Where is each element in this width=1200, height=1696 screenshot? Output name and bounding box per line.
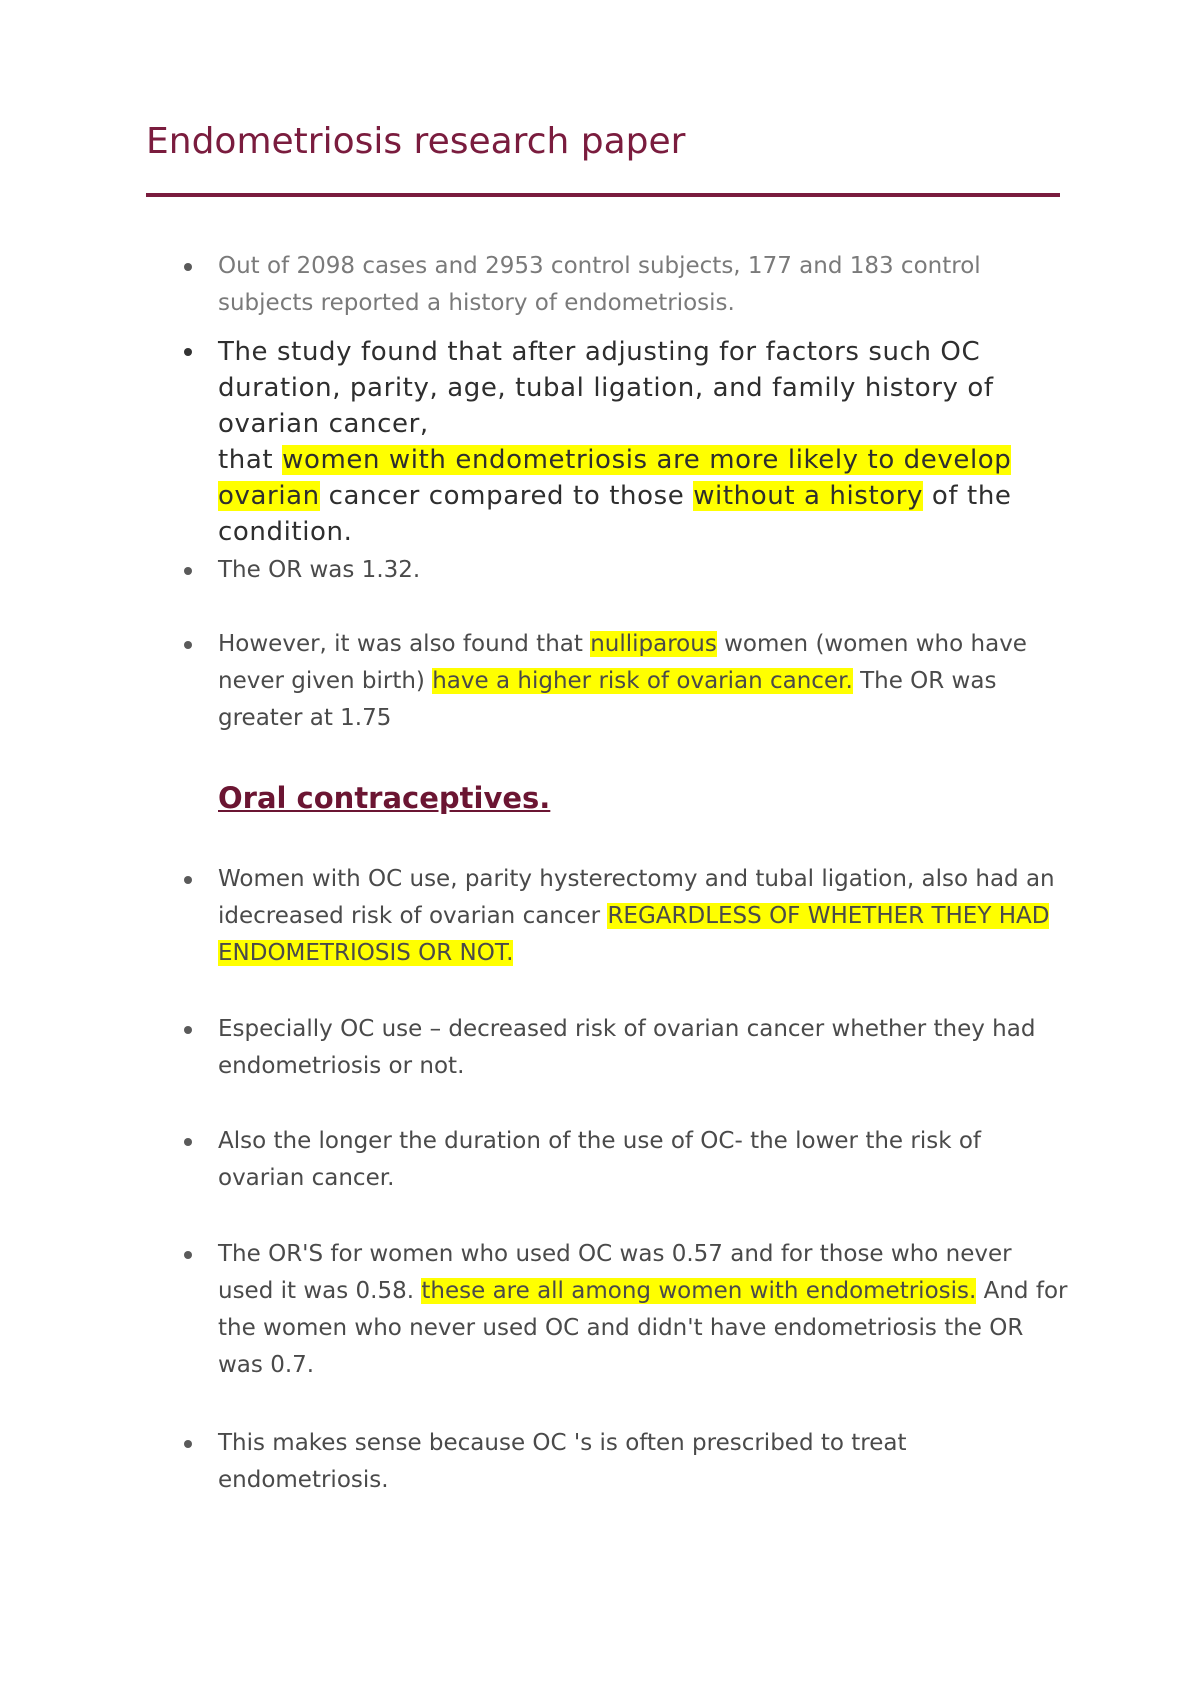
- bullet-item-especially-oc: [218, 1011, 1068, 1085]
- bullet-text: The OR was 1.32.: [218, 557, 421, 583]
- bullet-dot-icon: [184, 1251, 192, 1259]
- bullet-item-study-finding: [218, 334, 1068, 550]
- bullet-item-or-values: [218, 1236, 1068, 1384]
- title-divider: [146, 193, 1060, 197]
- bullet-text: Also the longer the duration of the use of OC- the lower the risk of ovarian cancer.: [218, 1128, 981, 1191]
- bullet-item-makes-sense: [218, 1425, 1068, 1499]
- bullet-item-or-value: [218, 552, 1068, 589]
- bullet-dot-icon: [184, 1026, 192, 1034]
- bullet-text: of the condition.: [218, 481, 1012, 547]
- bullet-item-oc-use: [218, 861, 1068, 972]
- highlighted-text: REGARDLESS OF WHETHER THEY HAD ENDOMETRIOSIS OR NOT.: [218, 903, 1050, 966]
- bullet-dot-icon: [184, 876, 192, 884]
- bullet-dot-icon: [184, 1440, 192, 1448]
- bullet-text: Women with OC use, parity hysterectomy and tubal ligation, also had an idecreased risk of ovarian cancer: [218, 866, 1055, 929]
- section-heading-oral-contraceptives: Oral contraceptives.: [218, 781, 551, 815]
- bullet-text: Out of 2098 cases and 2953 control subjects, 177 and 183 control subjects reported a history of endometriosis.: [218, 253, 981, 316]
- bullet-item-nulliparous: [218, 626, 1068, 737]
- bullet-dot-icon: [184, 641, 192, 649]
- bullet-dot-icon: [184, 348, 192, 356]
- bullet-text: This makes sense because OC 's is often prescribed to treat endometriosis.: [218, 1430, 907, 1493]
- highlighted-text: these are all among women with endometriosis.: [421, 1278, 977, 1304]
- document-title: Endometriosis research paper: [146, 121, 686, 162]
- bullet-text: women (women who have never given birth): [218, 631, 1027, 694]
- bullet-dot-icon: [184, 567, 192, 575]
- bullet-dot-icon: [184, 1138, 192, 1146]
- bullet-item-cases: [218, 248, 1068, 322]
- bullet-text: The OR'S for women who used OC was 0.57 and for those who never used it was 0.58.: [218, 1241, 1012, 1304]
- bullet-text: Especially OC use – decreased risk of ovarian cancer whether they had endometriosis or not.: [218, 1016, 1036, 1079]
- bullet-text: However, it was also found that: [218, 631, 591, 657]
- bullet-text: The study found that after adjusting for factors such OC duration, parity, age, tubal ligation, and family history of ovarian cancer,: [218, 337, 994, 439]
- bullet-dot-icon: [184, 263, 192, 271]
- bullet-text: that: [218, 445, 283, 475]
- highlighted-text: nulliparous: [590, 631, 717, 657]
- highlighted-text: without a history: [693, 481, 924, 511]
- bullet-text: The OR was greater at 1.75: [218, 668, 997, 731]
- bullet-item-duration: [218, 1123, 1068, 1197]
- highlighted-text: women with endometriosis are more likely to develop ovarian: [218, 445, 1012, 511]
- bullet-text: And for the women who never used OC and didn't have endometriosis the OR was 0.7.: [218, 1278, 1068, 1378]
- bullet-text: cancer compared to those: [319, 481, 694, 511]
- highlighted-text: have a higher risk of ovarian cancer.: [432, 668, 853, 694]
